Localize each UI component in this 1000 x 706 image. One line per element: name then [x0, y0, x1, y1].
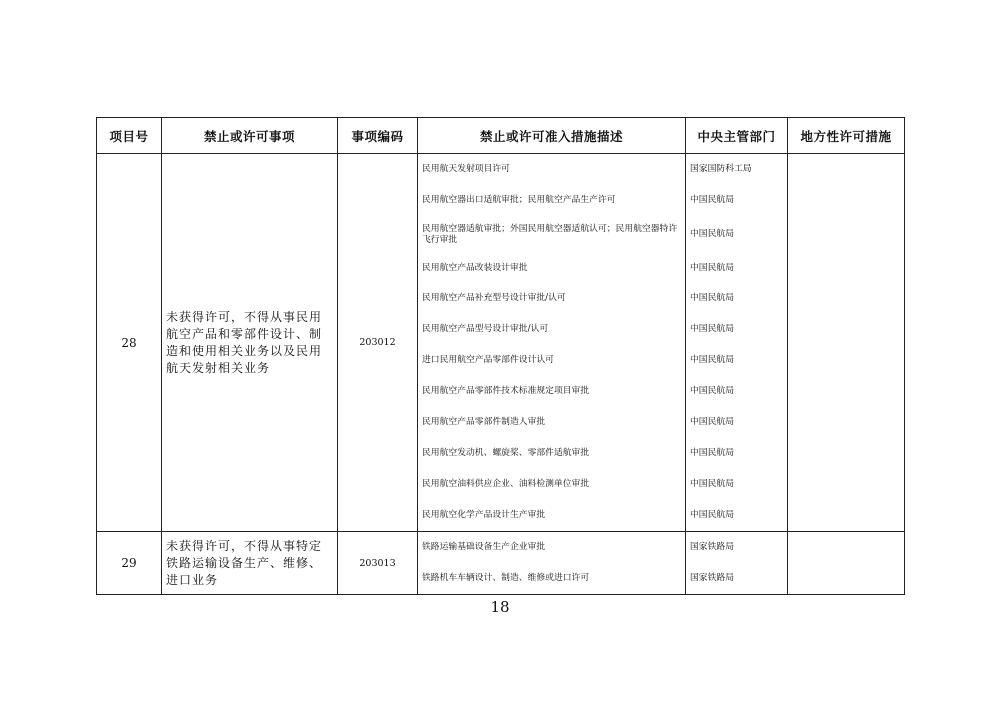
department-item: 中国民航局	[690, 386, 734, 396]
measure-item: 民用航空产品型号设计审批/认可	[422, 324, 549, 334]
department-item: 中国民航局	[690, 229, 734, 239]
row-number: 29	[97, 532, 162, 595]
measures-cell	[418, 154, 686, 532]
page-number: 18	[490, 598, 510, 616]
measure-item: 铁路运输基础设备生产企业审批	[422, 542, 546, 552]
department-item: 中国民航局	[690, 262, 734, 273]
row-local	[788, 532, 905, 595]
header-matter: 禁止或许可事项	[162, 118, 338, 154]
permit-table	[96, 117, 905, 595]
department-item: 中国民航局	[690, 293, 734, 303]
measure-item: 民用航空产品零部件制造人审批	[422, 417, 546, 427]
row-code: 203013	[338, 532, 418, 595]
measure-item: 民用航空油料供应企业、油料检测单位审批	[422, 479, 590, 489]
measure-item: 民用航空化学产品设计生产审批	[422, 510, 546, 520]
measures-list	[418, 532, 685, 594]
row-number: 28	[97, 154, 162, 532]
header-code: 事项编码	[338, 118, 418, 154]
measure-item: 民用航天发射项目许可	[422, 164, 510, 174]
measure-item: 民用航空产品改装设计审批	[422, 262, 528, 273]
department-item: 中国民航局	[690, 479, 734, 489]
header-department: 中央主管部门	[686, 118, 788, 154]
row-code: 203012	[338, 154, 418, 532]
department-item: 中国民航局	[690, 417, 734, 427]
measure-item: 民用航空产品零部件技术标准规定项目审批	[422, 386, 590, 396]
departments-cell	[686, 532, 788, 595]
measure-item: 民用航空器出口适航审批；民用航空产品生产许可	[422, 195, 616, 205]
measure-item: 民用航空产品补充型号设计审批/认可	[422, 293, 566, 303]
table-row-28	[97, 154, 905, 532]
department-item: 中国民航局	[690, 355, 734, 365]
measure-item: 民用航空器适航审批；外国民用航空器适航认可；民用航空器特许飞行审批	[422, 223, 678, 245]
department-item: 中国民航局	[690, 510, 734, 520]
department-item: 国家国防科工局	[690, 164, 752, 174]
departments-list	[686, 154, 787, 531]
department-item: 中国民航局	[690, 324, 734, 334]
header-measures: 禁止或许可准入措施描述	[418, 118, 686, 154]
department-item: 国家铁路局	[690, 573, 734, 583]
department-item: 中国民航局	[690, 195, 734, 205]
header-local: 地方性许可措施	[788, 118, 905, 154]
measures-cell	[418, 532, 686, 595]
row-matter: 未获得许可，不得从事特定铁路运输设备生产、维修、进口业务	[162, 532, 338, 595]
row-matter: 未获得许可，不得从事民用航空产品和零部件设计、制造和使用相关业务以及民用航天发射相关业务	[162, 154, 338, 532]
header-row	[97, 118, 905, 154]
measure-item: 进口民用航空产品零部件设计认可	[422, 355, 554, 365]
department-item: 国家铁路局	[690, 542, 734, 552]
measures-list	[418, 154, 685, 531]
row-local	[788, 154, 905, 532]
departments-list	[686, 532, 787, 594]
measure-item: 铁路机车车辆设计、制造、维修或进口许可	[422, 573, 590, 583]
table-row-29	[97, 532, 905, 595]
measure-item: 民用航空发动机、螺旋桨、零部件适航审批	[422, 448, 590, 458]
departments-cell	[686, 154, 788, 532]
department-item: 中国民航局	[690, 448, 734, 458]
header-number: 项目号	[97, 118, 162, 154]
